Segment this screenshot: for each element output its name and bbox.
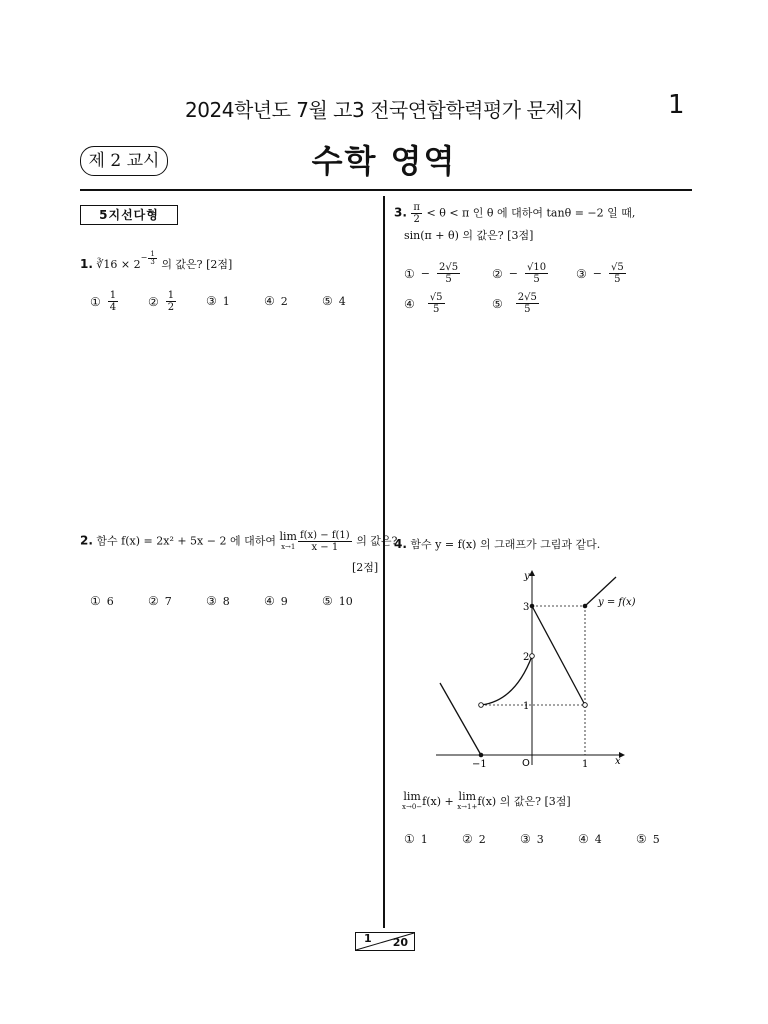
q2-limit: lim x→1	[279, 529, 297, 551]
choice-5[interactable]: ⑤ $\frac{2√5}{5}$	[492, 292, 537, 315]
y-axis-label: y	[524, 571, 530, 582]
point-open	[479, 703, 484, 708]
q2-prefix: 함수 f(x) = 2x² + 5x − 2 에 대하여	[96, 534, 276, 548]
choice-4[interactable]: ④ 2	[264, 294, 288, 308]
question-1	[80, 250, 232, 273]
q4-choices	[404, 832, 684, 852]
header-rule	[80, 189, 692, 191]
column-divider	[383, 196, 385, 928]
point-filled	[583, 604, 588, 609]
question-3: 3. $\frac{\pi}{2}$ < θ < π 인 θ 에 대하여 tanθ = −2 일 때,	[394, 202, 636, 225]
x-tick-neg1: −1	[472, 759, 487, 770]
footer-page: 1	[364, 932, 372, 945]
q2-points: [2점]	[352, 561, 379, 574]
point-filled	[530, 604, 535, 609]
footer-total: 20	[392, 936, 408, 949]
origin-label: O	[522, 758, 530, 769]
point-open	[530, 654, 535, 659]
choice-3[interactable]: ③ − $\frac{√5}{5}$	[576, 262, 624, 285]
q1-expression: ∛16 × 2	[96, 258, 141, 271]
question-number: 2.	[80, 533, 93, 548]
q4-text: 함수 y = f(x) 의 그래프가 그림과 같다.	[410, 538, 601, 551]
choice-3[interactable]: ③ 8	[206, 594, 230, 608]
q3-condition: < θ < π 인 θ 에 대하여 tanθ = −2 일 때,	[426, 206, 636, 220]
q1-choices	[90, 290, 370, 316]
choice-4[interactable]: ④ $\frac{√5}{5}$	[404, 292, 443, 315]
choice-4[interactable]: ④ 9	[264, 594, 288, 608]
question-2: 2. 함수 f(x) = 2x² + 5x − 2 에 대하여 lim x→1 $\frac{f(x) - f(1)}{x - 1}$ 의 값은?	[80, 529, 398, 553]
choice-2[interactable]: ② − $\frac{√10}{5}$	[492, 262, 547, 285]
choice-1[interactable]: ① 1	[404, 832, 428, 846]
y-tick-3: 3	[523, 602, 530, 613]
q3-line2: sin(π + θ) 의 값은? [3점]	[404, 229, 534, 242]
choice-3[interactable]: ③ 1	[206, 294, 230, 308]
subject-title: 수학 영역	[311, 142, 457, 180]
choice-1[interactable]: ① $\frac{1}{4}$	[90, 290, 117, 313]
q1-exponent: − 1 3	[140, 249, 155, 266]
q2-suffix: 의 값은?	[356, 534, 398, 548]
choice-2[interactable]: ② $\frac{1}{2}$	[148, 290, 175, 313]
q2-choices	[90, 594, 370, 614]
exam-title: 2024학년도 7월 고3 전국연합학력평가 문제지	[185, 98, 583, 122]
choice-5[interactable]: ⑤ 10	[322, 594, 353, 608]
q4-expression: lim x→0− f(x) + lim x→1+ f(x) 의 값은? [3점]	[402, 790, 571, 811]
choice-2[interactable]: ② 7	[148, 594, 172, 608]
guide-lines	[481, 606, 585, 755]
choice-5[interactable]: ⑤ 5	[636, 832, 660, 846]
choice-5[interactable]: ⑤ 4	[322, 294, 346, 308]
section-label: 5지선다형	[80, 205, 178, 225]
q3-choices	[404, 262, 694, 322]
choice-4[interactable]: ④ 4	[578, 832, 602, 846]
page-number: 1	[668, 90, 685, 120]
choice-2[interactable]: ② 2	[462, 832, 486, 846]
curve-label: y = f(x)	[598, 597, 636, 608]
question-number: 3.	[394, 205, 407, 220]
x-axis-label: x	[615, 756, 621, 767]
choice-1[interactable]: ① 6	[90, 594, 114, 608]
choice-3[interactable]: ③ 3	[520, 832, 544, 846]
y-tick-1: 1	[523, 701, 530, 712]
y-tick-2: 2	[523, 652, 530, 663]
session-badge: 제 2 교시	[80, 146, 168, 176]
question-number: 1.	[80, 257, 93, 271]
point-filled	[479, 753, 484, 758]
question-number: 4.	[394, 537, 407, 551]
footer-page-box	[355, 932, 415, 951]
choice-1[interactable]: ① − $\frac{2√5}{5}$	[404, 262, 459, 285]
x-tick-1: 1	[582, 759, 589, 770]
q1-suffix: 의 값은? [2점]	[161, 258, 233, 271]
question-4	[394, 536, 600, 553]
point-open	[583, 703, 588, 708]
q4-function-graph	[430, 565, 636, 770]
